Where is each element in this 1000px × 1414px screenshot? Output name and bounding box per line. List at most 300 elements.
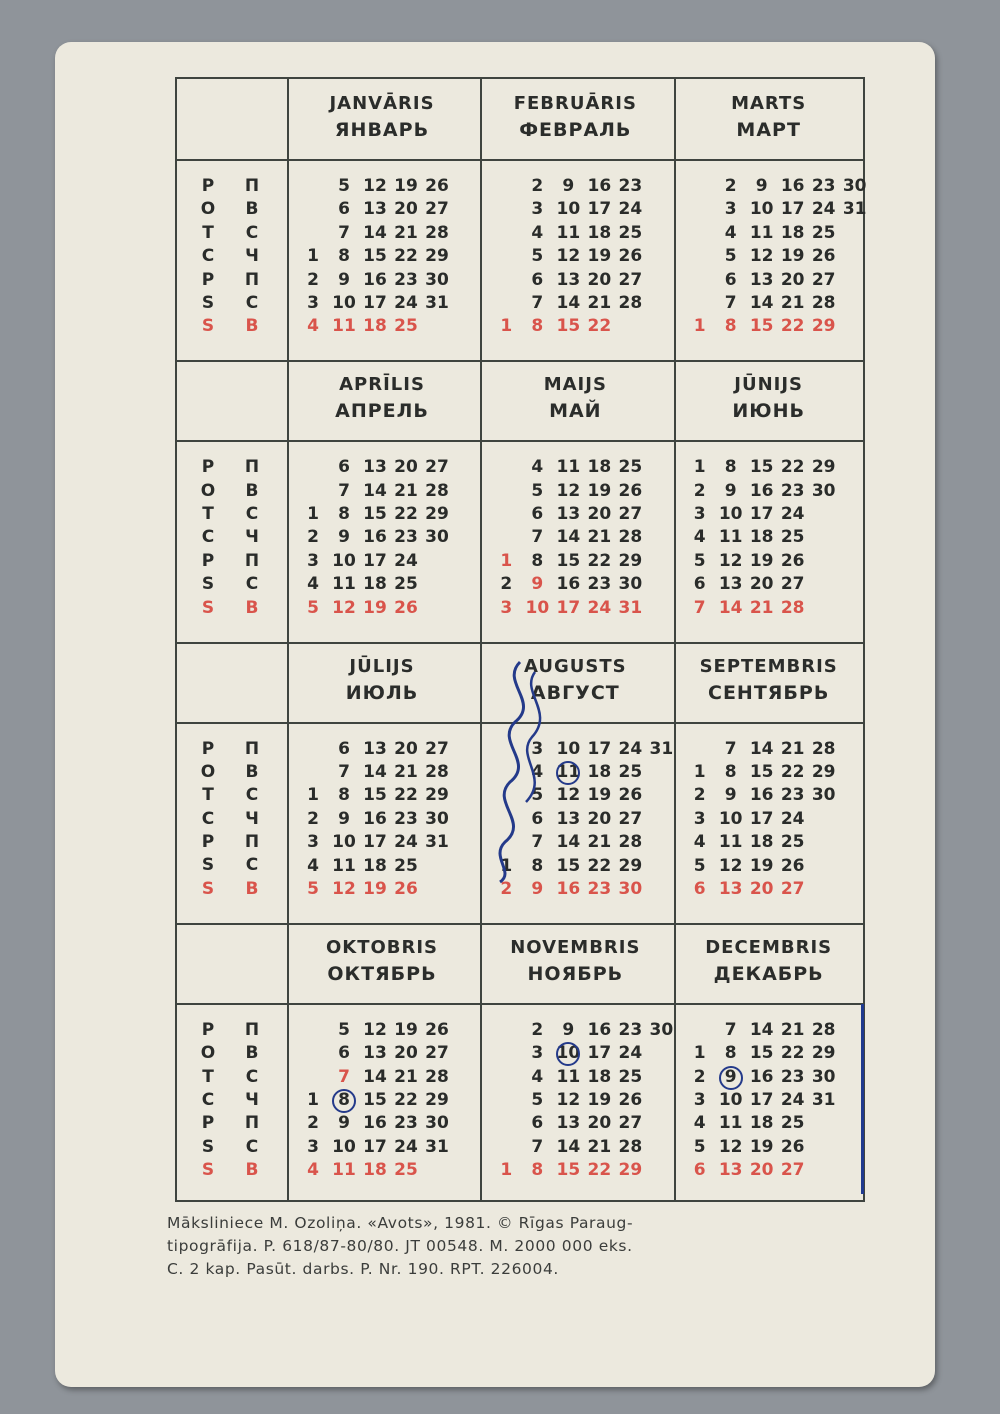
calendar-day: 28 xyxy=(780,597,805,618)
calendar-day: 15 xyxy=(749,1043,774,1064)
weekday-label: O xyxy=(200,199,216,220)
calendar-day: 8 xyxy=(724,316,737,337)
calendar-day: 19 xyxy=(363,597,387,618)
calendar-day: 14 xyxy=(556,1136,581,1157)
calendar-day: 28 xyxy=(425,480,449,501)
calendar-day: 13 xyxy=(718,878,743,899)
month-name-ru: ЯНВАРЬ xyxy=(334,119,430,141)
calendar-day: 23 xyxy=(780,1066,805,1087)
month-header xyxy=(674,937,864,989)
weekday-label: P xyxy=(201,832,215,853)
calendar-day: 12 xyxy=(718,550,743,571)
calendar-day: 5 xyxy=(307,597,319,618)
calendar-day: 22 xyxy=(780,1043,805,1064)
calendar-day: 12 xyxy=(556,480,581,501)
calendar-day: 26 xyxy=(618,480,643,501)
calendar-day: 21 xyxy=(394,1066,418,1087)
month-header xyxy=(287,656,477,708)
calendar-day: 13 xyxy=(363,738,387,759)
calendar-day: 15 xyxy=(363,246,387,267)
calendar-day: 23 xyxy=(780,785,805,806)
calendar-day: 5 xyxy=(338,176,350,196)
weekday-label: P xyxy=(201,738,215,759)
weekday-labels-ru xyxy=(241,175,263,339)
calendar-day: 16 xyxy=(780,176,805,196)
weekday-label: S xyxy=(201,1160,215,1181)
weekday-label: S xyxy=(201,574,215,595)
calendar-day: 20 xyxy=(587,504,612,525)
calendar-day: 19 xyxy=(587,1089,612,1110)
calendar-day: 14 xyxy=(363,761,387,782)
calendar-day: 10 xyxy=(332,832,356,853)
weekday-label: S xyxy=(201,316,215,337)
calendar-day: 20 xyxy=(749,574,774,595)
calendar-day: 17 xyxy=(587,199,612,220)
weekday-label: В xyxy=(245,597,259,618)
calendar-day: 19 xyxy=(587,480,612,501)
calendar-day: 17 xyxy=(363,550,387,571)
calendar-day: 19 xyxy=(587,785,612,806)
calendar-day: 14 xyxy=(556,293,581,313)
grid-line-h xyxy=(177,360,863,362)
calendar-day: 31 xyxy=(842,199,867,220)
calendar-day: 2 xyxy=(500,878,513,899)
month-name-ru: ФЕВРАЛЬ xyxy=(519,119,632,141)
calendar-day: 2 xyxy=(531,1019,544,1040)
calendar-day: 26 xyxy=(618,246,643,267)
weekday-label: T xyxy=(202,222,214,243)
weekday-label: P xyxy=(201,1113,215,1134)
calendar-day: 29 xyxy=(811,457,836,478)
month-header xyxy=(480,937,670,989)
calendar-day: 30 xyxy=(425,269,449,290)
calendar-day: 21 xyxy=(587,293,612,313)
calendar-day: 3 xyxy=(531,738,544,759)
calendar-day: 14 xyxy=(556,527,581,548)
calendar-day: 5 xyxy=(531,480,544,501)
calendar-day: 27 xyxy=(618,504,643,525)
calendar-day: 16 xyxy=(556,878,581,899)
calendar-day: 24 xyxy=(394,832,418,853)
calendar-day: 11 xyxy=(556,761,581,782)
calendar-day: 26 xyxy=(618,785,643,806)
calendar-day: 12 xyxy=(332,597,356,618)
calendar-day: 9 xyxy=(562,176,575,196)
calendar-day: 11 xyxy=(749,222,774,243)
calendar-day: 14 xyxy=(718,597,743,618)
calendar-day: 15 xyxy=(749,457,774,478)
calendar-day: 13 xyxy=(363,199,387,220)
calendar-day: 27 xyxy=(425,1043,449,1064)
calendar-day: 7 xyxy=(693,597,706,618)
calendar-day: 2 xyxy=(724,176,737,196)
weekday-label: Ч xyxy=(245,1089,259,1110)
weekday-label: П xyxy=(244,550,260,571)
month-name-lv: FEBRUĀRIS xyxy=(513,93,637,114)
calendar-day: 25 xyxy=(780,1113,805,1134)
weekday-label: В xyxy=(245,1160,259,1181)
calendar-day: 4 xyxy=(531,457,544,478)
calendar-day: 27 xyxy=(811,269,836,290)
calendar-day: 10 xyxy=(556,738,581,759)
calendar-day: 2 xyxy=(693,1066,706,1087)
calendar-day: 22 xyxy=(780,316,805,337)
calendar-day: 4 xyxy=(693,1113,706,1134)
calendar-day: 3 xyxy=(307,293,319,313)
calendar-day: 25 xyxy=(618,761,643,782)
calendar-day: 28 xyxy=(618,293,643,313)
calendar-day: 11 xyxy=(556,457,581,478)
calendar-day: 13 xyxy=(718,574,743,595)
calendar-day: 25 xyxy=(811,222,836,243)
calendar-day: 17 xyxy=(749,1089,774,1110)
calendar-day: 16 xyxy=(587,176,612,196)
weekday-label: S xyxy=(201,855,215,876)
calendar-day: 6 xyxy=(531,808,544,829)
calendar-day: 7 xyxy=(338,222,350,243)
calendar-day: 6 xyxy=(338,457,350,478)
calendar-day: 16 xyxy=(363,527,387,548)
calendar-day: 7 xyxy=(531,527,544,548)
month-name-ru: ДЕКАБРЬ xyxy=(713,962,824,985)
calendar-day: 28 xyxy=(811,1019,836,1040)
calendar-day: 8 xyxy=(338,1089,350,1110)
weekday-label: P xyxy=(201,457,215,478)
ink-circle-mark xyxy=(719,1066,743,1090)
calendar-day: 16 xyxy=(749,480,774,501)
calendar-day: 21 xyxy=(587,527,612,548)
month-name-lv: JŪNIJS xyxy=(734,374,804,396)
calendar-day: 6 xyxy=(724,269,737,290)
calendar-day: 28 xyxy=(811,293,836,313)
calendar-day: 11 xyxy=(556,222,581,243)
calendar-day: 13 xyxy=(556,504,581,525)
weekday-label: С xyxy=(245,785,259,806)
weekday-label: S xyxy=(201,597,215,618)
calendar-day: 12 xyxy=(556,785,581,806)
calendar-day: 7 xyxy=(338,1066,350,1087)
calendar-day: 9 xyxy=(562,1019,575,1040)
calendar-day: 30 xyxy=(618,878,643,899)
calendar-day: 15 xyxy=(363,504,387,525)
month-header xyxy=(480,93,670,145)
month-header xyxy=(674,656,864,708)
calendar-day: 27 xyxy=(425,457,449,478)
calendar-day: 26 xyxy=(811,246,836,267)
calendar-day: 2 xyxy=(307,1113,319,1134)
calendar-day: 16 xyxy=(749,785,774,806)
calendar-day: 24 xyxy=(780,1089,805,1110)
calendar-day: 2 xyxy=(531,176,544,196)
calendar-day: 12 xyxy=(556,246,581,267)
month-header xyxy=(674,374,864,426)
calendar-day: 5 xyxy=(338,1019,350,1040)
calendar-day: 27 xyxy=(425,738,449,759)
calendar-day: 20 xyxy=(587,269,612,290)
calendar-day: 8 xyxy=(531,316,544,337)
calendar-day: 1 xyxy=(307,785,319,806)
weekday-label: T xyxy=(202,1066,214,1087)
calendar-day: 9 xyxy=(531,574,544,595)
calendar-day: 14 xyxy=(556,832,581,853)
imprint-line-1: Mākslinieсe M. Ozoliņa. «Avots», 1981. © Rīgas Paraug- xyxy=(167,1214,634,1232)
calendar-grid xyxy=(175,77,865,1202)
weekday-label: Ч xyxy=(245,246,259,267)
weekday-label: В xyxy=(245,761,259,782)
calendar-day: 4 xyxy=(307,574,319,595)
weekday-label: O xyxy=(200,761,216,782)
calendar-day: 4 xyxy=(531,222,544,243)
calendar-day: 20 xyxy=(587,1113,612,1134)
calendar-day: 14 xyxy=(749,1019,774,1040)
calendar-day: 25 xyxy=(780,832,805,853)
calendar-day: 5 xyxy=(693,550,706,571)
calendar-day: 12 xyxy=(363,1019,387,1040)
calendar-day: 22 xyxy=(394,1089,418,1110)
calendar-day: 29 xyxy=(425,785,449,806)
calendar-day: 21 xyxy=(394,480,418,501)
calendar-day: 31 xyxy=(618,597,643,618)
month-name-lv: NOVEMBRIS xyxy=(510,936,641,958)
calendar-day: 15 xyxy=(556,550,581,571)
calendar-day: 27 xyxy=(618,269,643,290)
calendar-day: 24 xyxy=(394,293,418,313)
calendar-day: 21 xyxy=(394,222,418,243)
calendar-day: 2 xyxy=(307,269,319,290)
calendar-day: 26 xyxy=(780,550,805,571)
imprint-text xyxy=(167,1212,897,1281)
calendar-day: 23 xyxy=(618,176,643,196)
calendar-day: 2 xyxy=(500,574,513,595)
weekday-labels-lv xyxy=(197,738,219,902)
calendar-day: 27 xyxy=(618,1113,643,1134)
weekday-label: В xyxy=(245,480,259,501)
weekday-label: P xyxy=(201,1019,215,1040)
calendar-day: 16 xyxy=(749,1066,774,1087)
calendar-day: 16 xyxy=(363,269,387,290)
month-name-lv: JŪLIJS xyxy=(349,655,415,677)
weekday-label: В xyxy=(245,1043,259,1064)
calendar-day: 5 xyxy=(531,1089,544,1110)
calendar-day: 6 xyxy=(531,504,544,525)
calendar-day: 19 xyxy=(394,1019,418,1040)
weekday-label: П xyxy=(244,738,260,759)
calendar-day: 5 xyxy=(693,855,706,876)
calendar-day: 6 xyxy=(338,1043,350,1064)
weekday-labels-lv xyxy=(197,1019,219,1183)
calendar-day: 1 xyxy=(307,504,319,525)
weekday-label: S xyxy=(201,878,215,899)
calendar-day: 3 xyxy=(500,597,513,618)
calendar-day: 24 xyxy=(811,199,836,220)
calendar-day: 22 xyxy=(587,855,612,876)
calendar-day: 9 xyxy=(724,785,737,806)
calendar-day: 27 xyxy=(780,1160,805,1181)
month-name-ru: ИЮЛЬ xyxy=(345,681,419,704)
calendar-day: 30 xyxy=(842,176,867,196)
calendar-day: 18 xyxy=(363,574,387,595)
calendar-day: 4 xyxy=(307,1160,319,1181)
calendar-day: 15 xyxy=(556,1160,581,1181)
calendar-day: 13 xyxy=(718,1160,743,1181)
weekday-label: В xyxy=(245,199,259,220)
calendar-day: 23 xyxy=(811,176,836,196)
weekday-label: O xyxy=(200,1043,216,1064)
grid-line-h xyxy=(177,159,863,161)
calendar-day: 15 xyxy=(556,316,581,337)
calendar-day: 9 xyxy=(338,527,350,548)
calendar-day: 21 xyxy=(587,832,612,853)
calendar-day: 19 xyxy=(394,176,418,196)
calendar-day: 2 xyxy=(693,480,706,501)
calendar-day: 17 xyxy=(363,832,387,853)
calendar-day: 22 xyxy=(780,457,805,478)
month-name-lv: SEPTEMBRIS xyxy=(699,655,838,677)
calendar-day: 25 xyxy=(394,574,418,595)
calendar-day: 13 xyxy=(749,269,774,290)
month-name-ru: МАЙ xyxy=(549,400,602,423)
calendar-day: 21 xyxy=(587,1136,612,1157)
month-name-ru: ОКТЯБРЬ xyxy=(327,962,437,985)
calendar-day: 23 xyxy=(780,480,805,501)
calendar-day: 23 xyxy=(587,574,612,595)
calendar-day: 3 xyxy=(531,1043,544,1064)
calendar-day: 12 xyxy=(718,1136,743,1157)
calendar-day: 23 xyxy=(394,1113,418,1134)
month-name-ru: НОЯБРЬ xyxy=(527,962,624,985)
calendar-day: 12 xyxy=(718,855,743,876)
calendar-day: 30 xyxy=(811,480,836,501)
calendar-day: 3 xyxy=(307,550,319,571)
calendar-day: 25 xyxy=(780,527,805,548)
calendar-day: 29 xyxy=(425,504,449,525)
calendar-day: 4 xyxy=(693,832,706,853)
calendar-day: 22 xyxy=(780,761,805,782)
month-name-lv: MARTS xyxy=(731,93,807,114)
calendar-day: 26 xyxy=(618,1089,643,1110)
calendar-day: 24 xyxy=(618,1043,643,1064)
calendar-day: 15 xyxy=(749,316,774,337)
calendar-day: 21 xyxy=(780,738,805,759)
calendar-day: 20 xyxy=(587,808,612,829)
calendar-day: 1 xyxy=(500,1160,513,1181)
calendar-day: 9 xyxy=(724,480,737,501)
calendar-day: 3 xyxy=(693,504,706,525)
month-name-lv: JANVĀRIS xyxy=(329,93,435,114)
weekday-label: П xyxy=(244,269,260,290)
calendar-day: 14 xyxy=(363,480,387,501)
calendar-day: 7 xyxy=(724,293,737,313)
calendar-day: 16 xyxy=(587,1019,612,1040)
calendar-day: 31 xyxy=(425,293,449,313)
calendar-day: 11 xyxy=(332,1160,356,1181)
calendar-day: 6 xyxy=(693,574,706,595)
calendar-day: 10 xyxy=(332,1136,356,1157)
calendar-day: 22 xyxy=(394,504,418,525)
imprint-line-2: tipogrāfija. P. 618/87-80/80. JT 00548. M. 2000 000 eks. xyxy=(167,1237,633,1255)
calendar-day: 9 xyxy=(338,1113,350,1134)
ink-line xyxy=(861,1004,864,1194)
calendar-day: 5 xyxy=(531,246,544,267)
weekday-labels-ru xyxy=(241,456,263,620)
grid-line-h xyxy=(177,440,863,442)
calendar-day: 10 xyxy=(556,199,581,220)
calendar-day: 30 xyxy=(811,1066,836,1087)
calendar-day: 24 xyxy=(780,504,805,525)
calendar-day: 17 xyxy=(363,293,387,313)
weekday-label: C xyxy=(201,527,215,548)
calendar-day: 11 xyxy=(718,1113,743,1134)
calendar-day: 23 xyxy=(394,269,418,290)
calendar-day: 28 xyxy=(811,738,836,759)
calendar-day: 17 xyxy=(749,504,774,525)
calendar-day: 18 xyxy=(587,222,612,243)
calendar-day: 27 xyxy=(780,574,805,595)
month-name-lv: AUGUSTS xyxy=(524,655,627,677)
calendar-day: 9 xyxy=(755,176,768,196)
calendar-day: 3 xyxy=(693,1089,706,1110)
calendar-day: 5 xyxy=(724,246,737,267)
weekday-label: P xyxy=(201,176,215,196)
month-name-lv: OKTOBRIS xyxy=(325,936,439,958)
month-header xyxy=(287,374,477,426)
calendar-day: 1 xyxy=(500,550,513,571)
calendar-day: 29 xyxy=(811,761,836,782)
calendar-day: 20 xyxy=(749,1160,774,1181)
calendar-day: 17 xyxy=(587,1043,612,1064)
weekday-label: С xyxy=(245,574,259,595)
calendar-day: 19 xyxy=(749,550,774,571)
calendar-day: 26 xyxy=(780,1136,805,1157)
calendar-day: 4 xyxy=(693,527,706,548)
calendar-day: 12 xyxy=(332,878,356,899)
calendar-day: 30 xyxy=(811,785,836,806)
calendar-day: 7 xyxy=(724,1019,737,1040)
calendar-day: 22 xyxy=(587,550,612,571)
calendar-day: 23 xyxy=(394,808,418,829)
calendar-day: 10 xyxy=(525,597,550,618)
calendar-day: 11 xyxy=(556,1066,581,1087)
calendar-day: 19 xyxy=(363,878,387,899)
calendar-day: 19 xyxy=(749,1136,774,1157)
calendar-day: 6 xyxy=(338,738,350,759)
calendar-day: 15 xyxy=(363,785,387,806)
calendar-day: 9 xyxy=(338,269,350,290)
calendar-day: 22 xyxy=(587,316,612,337)
weekday-label: С xyxy=(245,222,259,243)
calendar-day: 29 xyxy=(425,1089,449,1110)
calendar-day: 31 xyxy=(425,1136,449,1157)
calendar-day: 18 xyxy=(587,1066,612,1087)
calendar-day: 28 xyxy=(425,761,449,782)
calendar-day: 31 xyxy=(811,1089,836,1110)
calendar-day: 21 xyxy=(780,293,805,313)
calendar-day: 23 xyxy=(394,527,418,548)
calendar-day: 18 xyxy=(587,457,612,478)
calendar-day: 5 xyxy=(531,785,544,806)
calendar-day: 27 xyxy=(618,808,643,829)
calendar-day: 29 xyxy=(618,1160,643,1181)
weekday-label: P xyxy=(201,269,215,290)
calendar-day: 8 xyxy=(531,1160,544,1181)
calendar-day: 29 xyxy=(425,246,449,267)
calendar-day: 15 xyxy=(363,1089,387,1110)
calendar-day: 22 xyxy=(394,246,418,267)
calendar-day: 8 xyxy=(338,785,350,806)
calendar-day: 15 xyxy=(749,761,774,782)
calendar-day: 18 xyxy=(587,761,612,782)
calendar-day: 4 xyxy=(307,316,319,337)
